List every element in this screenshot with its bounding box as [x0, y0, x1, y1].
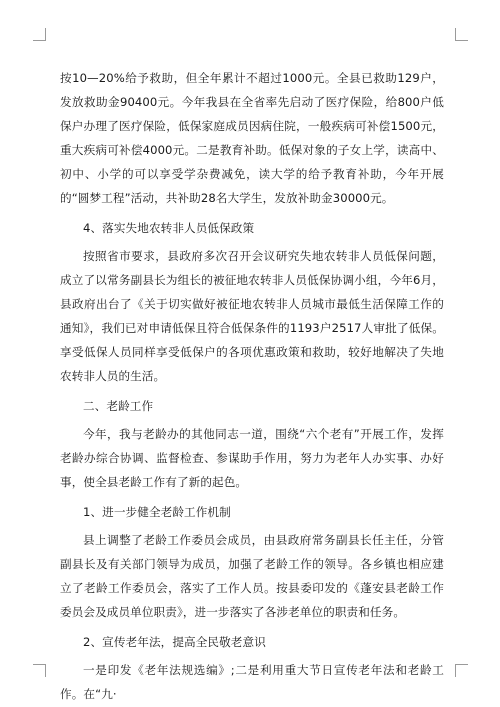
- document-page: [60, 66, 444, 706]
- paragraph-elderly-mechanism: 县上调整了老龄工作委员会成员，由县政府常务副县长任主任，分管副县长及有关部门领导为成员，加强了老龄工作的领导。各乡镇也相应建立了老龄工作委员会，落实了工作人员。按县委印发的《蓬安县老龄工作委员会及成员单位职责》，进一步落实了各涉老单位的职责和任务。: [60, 533, 444, 619]
- heading-elderly-work: 二、老龄工作: [83, 399, 154, 413]
- paragraph-relief-and-education: 按10—20%给予救助，但全年累计不超过1000元。全县已救助129户，发放救助金90400元。今年我县在全省率先启动了医疗保险，给800户低保户办理了医疗保险，低保家庭成员因病住院，一般疾病可补偿1500元，重大疾病可补偿4000元。二是教育补助。低保对象的子女上学，读高中、初中、小学的可以享受学杂费减免，读大学的给予教育补助，今年开展的“圆梦工程”活动，共补助28名大学生，发放补助金30000元。: [60, 71, 444, 205]
- crop-mark-bottom-right: [455, 664, 468, 677]
- crop-mark-bottom-left: [33, 664, 46, 677]
- paragraph-landless-farmers: 按照省市要求，县政府多次召开会议研究失地农转非人员低保问题，成立了以常务副县长为组长的被征地农转非人员低保协调小组，今年6月，县政府出台了《关于切实做好被征地农转非人员城市最低生活保障工作的通知》，我们已对申请低保且符合低保条件的1193户2517人审批了低保。享受低保人员同样享受低保户的各项优惠政策和救助，较好地解决了失地农转非人员的生活。: [60, 249, 444, 383]
- crop-mark-top-right: [455, 28, 468, 41]
- heading-landless-farmers: 4、落实失地农转非人员低保政策: [83, 221, 255, 235]
- crop-mark-top-left: [33, 28, 46, 41]
- heading-elderly-law: 2、宣传老年法，提高全民敬老意识: [83, 635, 266, 649]
- paragraph-elderly-law: 一是印发《老年法规选编》;二是利用重大节日宣传老年法和老龄工作。在“九·: [60, 663, 444, 701]
- paragraph-elderly-work: 今年，我与老龄办的其他同志一道，围绕“六个老有”开展工作，发挥老龄办综合协调、监督检查、参谋助手作用，努力为老年人办实事、办好事，使全县老龄工作有了新的起色。: [60, 427, 444, 489]
- heading-elderly-mechanism: 1、进一步健全老龄工作机制: [83, 505, 231, 519]
